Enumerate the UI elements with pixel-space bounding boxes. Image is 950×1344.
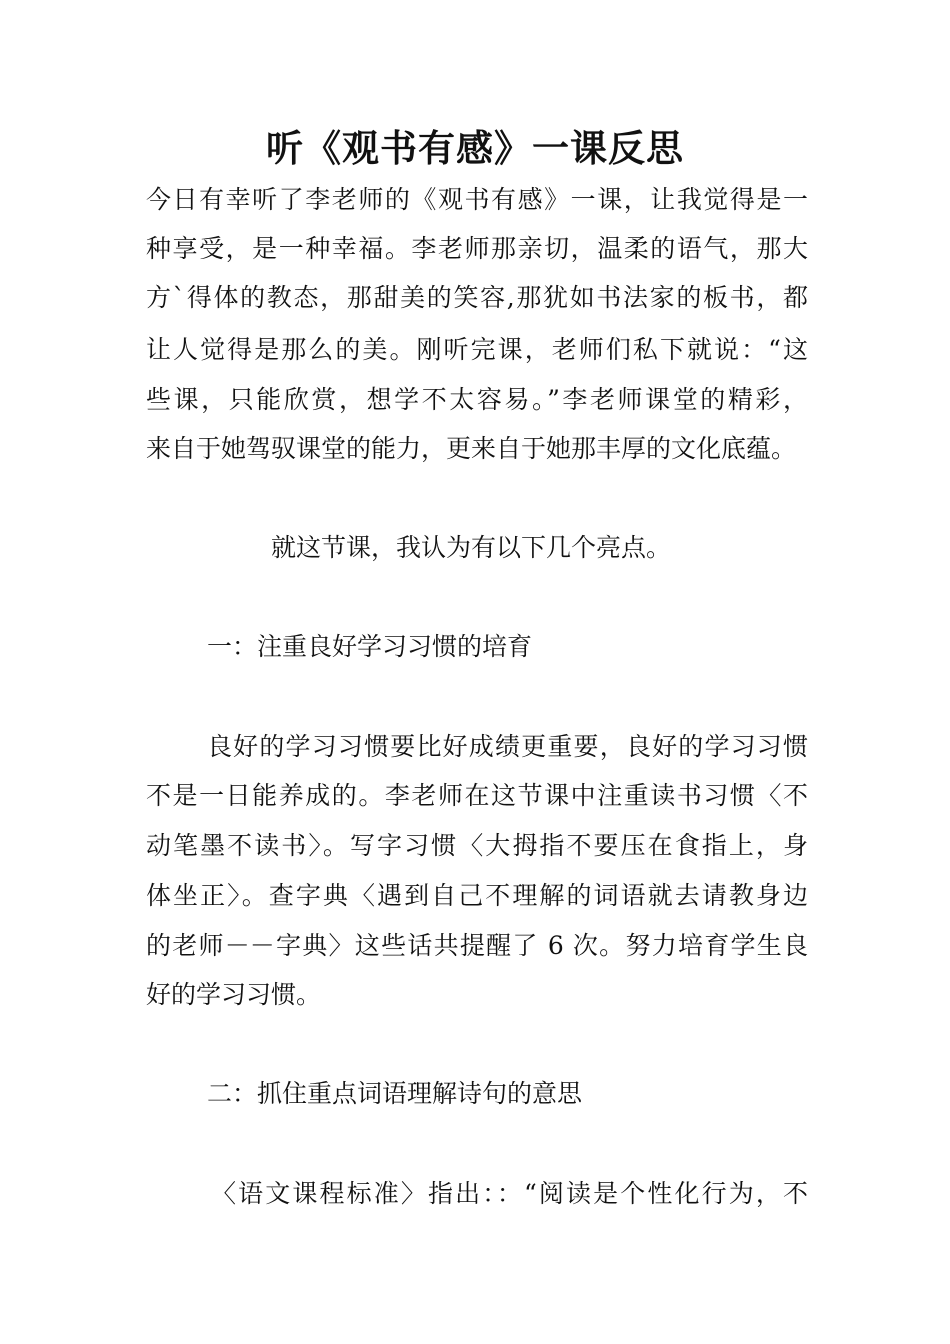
section-1-line-6: 好的学习习惯。: [146, 980, 322, 1009]
section-1-line-1: 良好的学习习惯要比好成绩更重要，良好的学习习惯: [207, 732, 808, 761]
paragraph-1-line-5: 些课，只能欣赏，想学不太容易。”李老师课堂的精彩，: [146, 385, 808, 414]
paragraph-1-line-1: 今日有幸听了李老师的《观书有感》一课，让我觉得是一: [146, 185, 808, 214]
document-title: 听《观书有感》一课反思: [266, 127, 684, 170]
section-1-line-2: 不是一日能养成的。李老师在这节课中注重读书习惯〈不: [146, 781, 808, 810]
section-heading-1: 一：注重良好学习习惯的培育: [207, 632, 533, 661]
section-2-line-1: 〈语文课程标准〉指出：：“阅读是个性化行为，不: [211, 1179, 808, 1208]
paragraph-1-line-6: 来自于她驾驭课堂的能力，更来自于她那丰厚的文化底蕴。: [146, 434, 797, 463]
paragraph-1-line-2: 种享受，是一种幸福。李老师那亲切，温柔的语气，那大: [146, 234, 808, 263]
section-1-line-4: 体坐正〉。查字典〈遇到自己不理解的词语就去请教身边: [146, 881, 808, 910]
highlights-intro: 就这节课，我认为有以下几个亮点。: [271, 533, 672, 562]
paragraph-1-line-3: 方`得体的教态，那甜美的笑容,那犹如书法家的板书，都: [146, 283, 808, 312]
section-1-line-5: 的老师－－字典〉这些话共提醒了 6 次。努力培育学生良: [146, 931, 808, 960]
section-1-line-3: 动笔墨不读书〉。写字习惯〈大拇指不要压在食指上，身: [146, 831, 808, 860]
paragraph-1-line-4: 让人觉得是那么的美。刚听完课，老师们私下就说：“这: [146, 335, 808, 364]
section-heading-2: 二：抓住重点词语理解诗句的意思: [207, 1079, 583, 1108]
